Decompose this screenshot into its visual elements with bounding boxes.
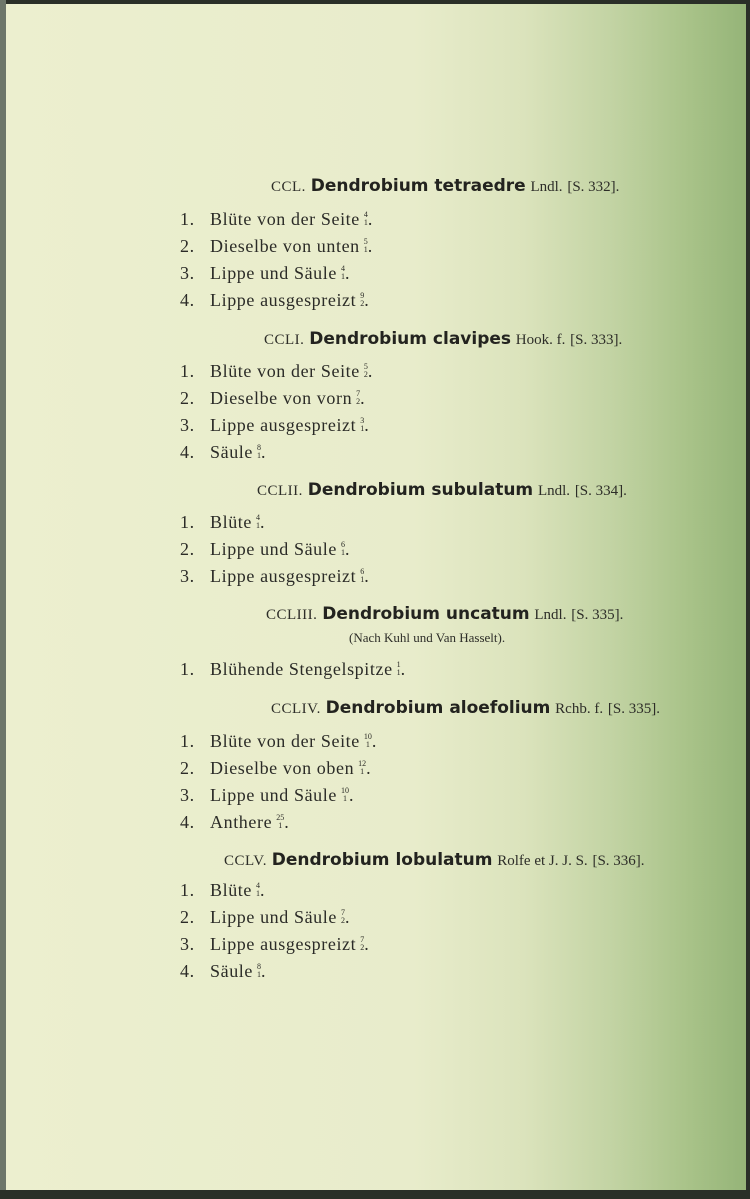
item-text: Blüte xyxy=(210,880,252,900)
item-number: 1. xyxy=(180,659,195,679)
figure-item: 3. Lippe ausgespreizt 7 2 . xyxy=(180,934,370,954)
item-number: 4. xyxy=(180,961,195,981)
section-heading xyxy=(257,480,627,500)
item-text: Anthere xyxy=(210,812,273,832)
item-number: 2. xyxy=(180,907,195,927)
item-number: 3. xyxy=(180,785,195,805)
figure-item: 4. Anthere 25 1 . xyxy=(180,812,290,832)
figure-item: 3. Lippe ausgespreizt 6 1 . xyxy=(180,566,370,586)
item-text: Blüte von der Seite xyxy=(210,731,360,751)
item-text: Dieselbe von vorn xyxy=(210,388,353,408)
magnification: 1 1 xyxy=(396,659,401,677)
item-number: 1. xyxy=(180,880,195,900)
figure-item: 2. Lippe und Säule 6 1 . xyxy=(180,539,351,559)
item-number: 4. xyxy=(180,812,195,832)
magnification: 9 2 xyxy=(360,290,365,308)
magnification: 10 1 xyxy=(363,731,372,749)
source-note: (Nach Kuhl und Van Hasselt). xyxy=(349,630,506,645)
magnification: 8 1 xyxy=(257,442,261,460)
item-text: Lippe und Säule xyxy=(210,785,337,805)
item-text: Blühende Stengelspitze xyxy=(210,659,393,679)
item-text: Blüte von der Seite xyxy=(210,209,360,229)
plate-numeral: CCL. xyxy=(271,179,306,195)
figure-item: 2. Dieselbe von unten 5 1 . xyxy=(180,236,373,256)
species-name: Dendrobium aloefolium xyxy=(325,698,551,718)
item-text: Lippe und Säule xyxy=(210,907,337,927)
magnification: 3 1 xyxy=(360,415,365,433)
magnification: 8 1 xyxy=(257,961,261,979)
species-author: Rchb. f. xyxy=(555,701,604,717)
figure-item: 4. Säule 8 1 . xyxy=(180,442,267,462)
magnification: 10 1 xyxy=(340,785,349,803)
item-number: 1. xyxy=(180,512,195,532)
item-text: Lippe ausgespreizt xyxy=(210,566,357,586)
species-name: Dendrobium lobulatum xyxy=(271,850,493,870)
item-text: Blüte xyxy=(210,512,252,532)
magnification: 5 1 xyxy=(363,236,368,254)
figure-item: 1. Blüte von der Seite 4 1 . xyxy=(180,209,373,229)
item-number: 1. xyxy=(180,361,195,381)
figure-item: 2. Lippe und Säule 7 2 . xyxy=(180,907,351,927)
magnification: 7 2 xyxy=(360,934,365,952)
figure-item: 3. Lippe und Säule 10 1 . xyxy=(180,785,355,805)
magnification: 25 1 xyxy=(276,812,285,830)
page-reference: [S. 336]. xyxy=(592,853,645,869)
item-number: 2. xyxy=(180,539,195,559)
magnification: 4 1 xyxy=(256,512,260,530)
figure-item: 1. Blühende Stengelspitze 1 1 . xyxy=(180,659,406,679)
magnification: 4 1 xyxy=(340,263,345,281)
plate-numeral: CCLIII. xyxy=(266,607,318,623)
page-reference: [S. 335]. xyxy=(571,607,624,623)
book-page xyxy=(6,4,746,1190)
figure-item: 4. Säule 8 1 . xyxy=(180,961,267,981)
species-author: Lndl. xyxy=(537,483,571,499)
item-number: 2. xyxy=(180,236,195,256)
figure-item: 2. Dieselbe von oben 12 1 . xyxy=(180,758,372,778)
item-text: Säule xyxy=(210,442,253,462)
item-number: 3. xyxy=(180,415,195,435)
item-number: 2. xyxy=(180,388,195,408)
section-heading xyxy=(264,329,622,349)
section-heading xyxy=(271,176,619,196)
item-number: 3. xyxy=(180,934,195,954)
page-reference: [S. 335]. xyxy=(607,701,660,717)
item-number: 1. xyxy=(180,209,195,229)
species-name: Dendrobium clavipes xyxy=(309,329,512,349)
figure-item: 1. Blüte 4 1 . xyxy=(180,880,266,900)
page-reference: [S. 332]. xyxy=(567,179,620,195)
item-number: 3. xyxy=(180,263,195,283)
species-name: Dendrobium uncatum xyxy=(322,604,530,624)
figure-item: 1. Blüte 4 1 . xyxy=(180,512,266,532)
figure-item: 3. Lippe ausgespreizt 3 1 . xyxy=(180,415,370,435)
item-text: Lippe ausgespreizt xyxy=(210,934,357,954)
item-number: 4. xyxy=(180,442,195,462)
species-author: Lndl. xyxy=(530,179,563,195)
species-author: Rolfe et J. J. S. xyxy=(497,853,588,869)
magnification: 6 1 xyxy=(360,566,365,584)
species-name: Dendrobium tetraedre xyxy=(310,176,526,196)
figure-item: 4. Lippe ausgespreizt 9 2 . xyxy=(180,290,370,310)
item-number: 3. xyxy=(180,566,195,586)
figure-item: 1. Blüte von der Seite 5 2 . xyxy=(180,361,373,381)
item-text: Dieselbe von unten xyxy=(210,236,360,256)
item-text: Dieselbe von oben xyxy=(210,758,355,778)
item-text: Lippe und Säule xyxy=(210,539,337,559)
page-reference: [S. 334]. xyxy=(574,483,627,499)
item-text: Säule xyxy=(210,961,253,981)
item-number: 1. xyxy=(180,731,195,751)
item-number: 2. xyxy=(180,758,195,778)
item-text: Lippe ausgespreizt xyxy=(210,290,357,310)
page-reference: [S. 333]. xyxy=(570,332,623,348)
figure-item: 2. Dieselbe von vorn 7 2 . xyxy=(180,388,366,408)
magnification: 12 1 xyxy=(358,758,367,776)
magnification: 6 1 xyxy=(340,539,345,557)
magnification: 4 1 xyxy=(363,209,368,227)
species-author: Hook. f. xyxy=(515,332,566,348)
magnification: 5 2 xyxy=(363,361,368,379)
figure-item: 1. Blüte von der Seite 10 1 . xyxy=(180,731,377,751)
species-name: Dendrobium subulatum xyxy=(307,480,534,500)
section-heading xyxy=(271,698,660,718)
plate-numeral: CCLV. xyxy=(224,853,267,869)
magnification: 4 1 xyxy=(256,880,260,898)
plate-numeral: CCLIV. xyxy=(271,701,321,717)
item-text: Lippe ausgespreizt xyxy=(210,415,357,435)
magnification: 7 2 xyxy=(356,388,361,406)
item-text: Lippe und Säule xyxy=(210,263,337,283)
magnification: 7 2 xyxy=(340,907,345,925)
plate-numeral: CCLII. xyxy=(257,483,303,499)
section-heading xyxy=(266,604,623,624)
figure-item: 3. Lippe und Säule 4 1 . xyxy=(180,263,351,283)
item-number: 4. xyxy=(180,290,195,310)
section-heading xyxy=(224,850,645,870)
item-text: Blüte von der Seite xyxy=(210,361,360,381)
plate-numeral: CCLI. xyxy=(264,332,305,348)
species-author: Lndl. xyxy=(534,607,567,623)
